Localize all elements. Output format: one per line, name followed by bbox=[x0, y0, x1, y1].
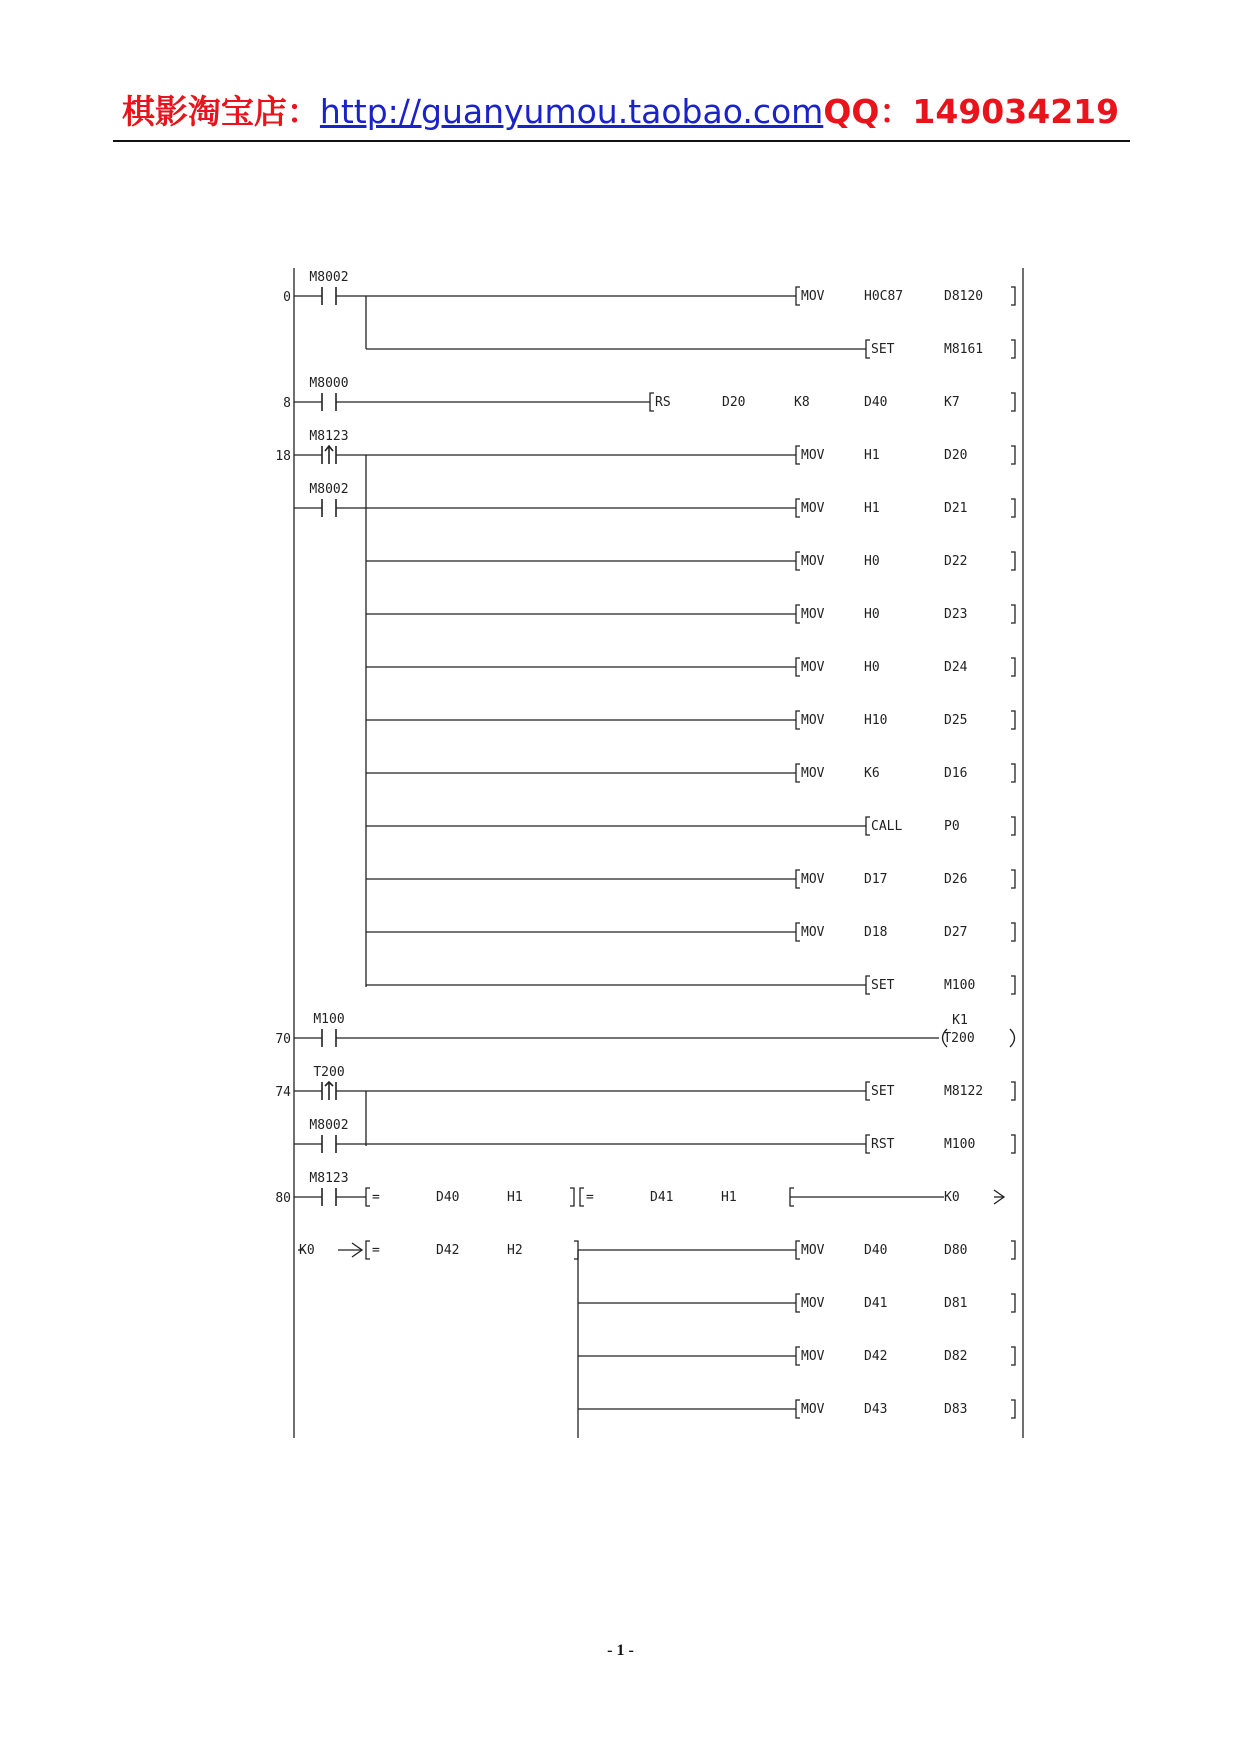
timer-preset: K1 bbox=[952, 1013, 968, 1028]
instr-op: MOV bbox=[801, 872, 825, 887]
instr-op: SET bbox=[871, 342, 895, 357]
compare-operand: D41 bbox=[650, 1190, 674, 1205]
instr-op: MOV bbox=[801, 1243, 825, 1258]
instr-operand: D41 bbox=[864, 1296, 888, 1311]
instr-op: MOV bbox=[801, 448, 825, 463]
master-control-coil: K0 bbox=[944, 1190, 960, 1205]
instr-operand: D22 bbox=[944, 554, 968, 569]
contact-t200-falling bbox=[322, 1082, 336, 1100]
contact-labels bbox=[309, 270, 348, 1186]
instruction-brackets bbox=[298, 287, 1015, 1418]
instr-op: MOV bbox=[801, 766, 825, 781]
instruction-texts bbox=[299, 289, 983, 1417]
instr-operand: K8 bbox=[794, 395, 810, 410]
instr-operand: D21 bbox=[944, 501, 968, 516]
instr-operand: D23 bbox=[944, 607, 968, 622]
contact-label: T200 bbox=[313, 1065, 345, 1080]
step-number: 80 bbox=[275, 1191, 291, 1206]
instr-operand: K7 bbox=[944, 395, 960, 410]
instr-operand: D43 bbox=[864, 1402, 888, 1417]
compare-op: = bbox=[372, 1190, 380, 1205]
step-number: 70 bbox=[275, 1032, 291, 1047]
instr-op: MOV bbox=[801, 925, 825, 940]
coil-right-paren bbox=[1010, 1029, 1015, 1047]
instr-operand: H0 bbox=[864, 607, 880, 622]
instr-operand: D20 bbox=[722, 395, 746, 410]
instr-operand: M8161 bbox=[944, 342, 984, 357]
ladder-wires bbox=[294, 268, 1023, 1438]
instr-op: SET bbox=[871, 1084, 895, 1099]
shop-url-link[interactable]: http://guanyumou.taobao.com bbox=[319, 92, 824, 131]
instr-operand: D24 bbox=[944, 660, 968, 675]
contact-m8002-a bbox=[322, 287, 336, 305]
instr-operand: D18 bbox=[864, 925, 888, 940]
instr-op: RS bbox=[655, 395, 671, 410]
instr-operand: M100 bbox=[944, 1137, 976, 1152]
instr-operand: D26 bbox=[944, 872, 968, 887]
page-number: - 1 - bbox=[607, 1642, 634, 1659]
contact-m8002-c bbox=[322, 1135, 336, 1153]
compare-operand: D42 bbox=[436, 1243, 460, 1258]
contact-label: M8002 bbox=[309, 482, 349, 497]
instr-operand: D81 bbox=[944, 1296, 968, 1311]
step-number: 8 bbox=[283, 396, 291, 411]
instr-operand: P0 bbox=[944, 819, 960, 834]
contact-m100 bbox=[322, 1029, 336, 1047]
instr-operand: H10 bbox=[864, 713, 888, 728]
instr-operand: M8122 bbox=[944, 1084, 984, 1099]
compare-operand: H2 bbox=[507, 1243, 523, 1258]
instr-operand: D82 bbox=[944, 1349, 968, 1364]
compare-op: = bbox=[372, 1243, 380, 1258]
step-number: 18 bbox=[275, 449, 291, 464]
instr-op: MOV bbox=[801, 1402, 825, 1417]
contact-label: M8123 bbox=[309, 1171, 349, 1186]
instr-op: MOV bbox=[801, 289, 825, 304]
instr-operand: H1 bbox=[864, 501, 880, 516]
contact-m8002-b bbox=[322, 499, 336, 517]
instr-operand: H0 bbox=[864, 554, 880, 569]
instr-operand: D16 bbox=[944, 766, 968, 781]
compare-operand: D40 bbox=[436, 1190, 460, 1205]
instr-op: MOV bbox=[801, 1349, 825, 1364]
instr-operand: D40 bbox=[864, 1243, 888, 1258]
instr-op: MOV bbox=[801, 660, 825, 675]
instr-operand: D83 bbox=[944, 1402, 968, 1417]
instr-op: RST bbox=[871, 1137, 895, 1152]
contact-m8000 bbox=[322, 393, 336, 411]
instr-operand: D80 bbox=[944, 1243, 968, 1258]
instr-operand: D40 bbox=[864, 395, 888, 410]
step-numbers bbox=[275, 290, 291, 1206]
contact-m8123-rising bbox=[322, 446, 336, 464]
shop-label: 棋影淘宝店： bbox=[121, 92, 320, 131]
compare-operand: H1 bbox=[721, 1190, 737, 1205]
contact-m8123-b bbox=[322, 1188, 336, 1206]
instr-op: MOV bbox=[801, 554, 825, 569]
contact-label: M8002 bbox=[309, 1118, 349, 1133]
timer-name: T200 bbox=[943, 1031, 975, 1046]
instr-operand: D17 bbox=[864, 872, 888, 887]
instr-operand: H1 bbox=[864, 448, 880, 463]
step-number: 74 bbox=[275, 1085, 291, 1100]
compare-op: = bbox=[586, 1190, 594, 1205]
qq-label: QQ：149034219 bbox=[823, 92, 1120, 131]
instr-operand: D42 bbox=[864, 1349, 888, 1364]
contact-label: M100 bbox=[313, 1012, 345, 1027]
step-number: 0 bbox=[283, 290, 291, 305]
contact-label: M8123 bbox=[309, 429, 349, 444]
instr-operand: M100 bbox=[944, 978, 976, 993]
contact-label: M8000 bbox=[309, 376, 349, 391]
instr-op: MOV bbox=[801, 713, 825, 728]
instr-operand: D20 bbox=[944, 448, 968, 463]
contact-label: M8002 bbox=[309, 270, 349, 285]
instr-op: MOV bbox=[801, 607, 825, 622]
compare-operand: H1 bbox=[507, 1190, 523, 1205]
instr-op: SET bbox=[871, 978, 895, 993]
instr-operand: K6 bbox=[864, 766, 880, 781]
instr-op: MOV bbox=[801, 1296, 825, 1311]
instr-op: MOV bbox=[801, 501, 825, 516]
instr-operand: D27 bbox=[944, 925, 968, 940]
instr-operand: H0C87 bbox=[864, 289, 904, 304]
instr-op: CALL bbox=[871, 819, 903, 834]
instr-operand: D25 bbox=[944, 713, 968, 728]
master-control-label: K0 bbox=[299, 1243, 315, 1258]
instr-operand: D8120 bbox=[944, 289, 984, 304]
instr-operand: H0 bbox=[864, 660, 880, 675]
